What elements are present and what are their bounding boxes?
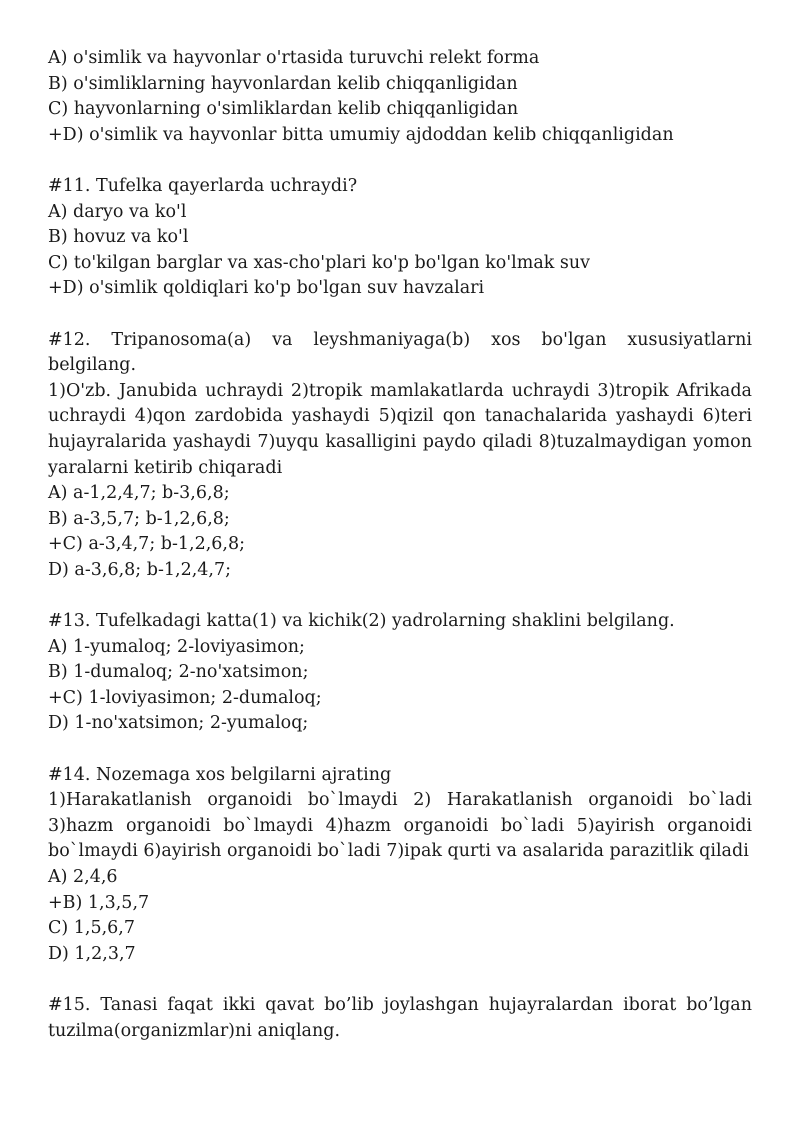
q11-option-b: B) hovuz va ko'l bbox=[48, 227, 189, 248]
q14-question: #14. Nozemaga xos belgilarni ajrating bbox=[48, 764, 392, 785]
q14-option-a: A) 2,4,6 bbox=[48, 867, 118, 887]
q13-option-d: D) 1-no'xatsimon; 2-yumaloq; bbox=[48, 713, 309, 734]
question-15 bbox=[48, 993, 752, 1044]
q12-option-b: B) a-3,5,7; b-1,2,6,8; bbox=[48, 508, 230, 529]
spacer bbox=[48, 302, 752, 328]
q11-option-a: A) daryo va ko'l bbox=[48, 201, 187, 222]
question-10-options bbox=[48, 46, 752, 148]
spacer bbox=[48, 148, 752, 174]
q10-option-a: A) o'simlik va hayvonlar o'rtasida turuvchi relekt forma bbox=[48, 48, 540, 68]
question-13 bbox=[48, 609, 752, 737]
q14-statements: 1)Harakatlanish organoidi bo`lmaydi 2) Harakatlanish organoidi bo`ladi 3)hazm organoidi bo`lmaydi 4)hazm organoidi bo`ladi 5)ayirish organoidi bo`lmaydi 6)ayirish organoidi bo`ladi 7)ipak qurti va asalarida parazitlik qiladi bbox=[48, 790, 752, 862]
spacer bbox=[48, 583, 752, 609]
q14-option-c: C) 1,5,6,7 bbox=[48, 918, 136, 939]
q11-option-c: C) to'kilgan barglar va xas-cho'plari ko'p bo'lgan ko'lmak suv bbox=[48, 252, 591, 273]
question-14 bbox=[48, 763, 752, 968]
q12-statements: 1)O'zb. Janubida uchraydi 2)tropik mamlakatlarda uchraydi 3)tropik Afrikada uchraydi 4)qon zardobida yashaydi 5)qizil qon tanachalarida yashaydi 6)teri hujayralarida yashaydi 7)uyqu kasalligini paydo qiladi 8)tuzalmaydigan yomon yaralarni ketirib chiqaradi bbox=[48, 380, 752, 478]
q13-question: #13. Tufelkadagi katta(1) va kichik(2) yadrolarning shaklini belgilang. bbox=[48, 611, 675, 632]
q12-option-a: A) a-1,2,4,7; b-3,6,8; bbox=[48, 483, 230, 504]
q10-option-b: B) o'simliklarning hayvonlardan kelib chiqqanligidan bbox=[48, 73, 518, 94]
question-12 bbox=[48, 328, 752, 584]
spacer bbox=[48, 967, 752, 993]
q15-question: #15. Tanasi faqat ikki qavat bo’lib joylashgan hujayralardan iborat bo’lgan tuzilma(organizmlar)ni aniqlang. bbox=[48, 994, 752, 1041]
q13-option-c: +C) 1-loviyasimon; 2-dumaloq; bbox=[48, 687, 322, 708]
q10-option-c: C) hayvonlarning o'simliklardan kelib chiqqanligidan bbox=[48, 99, 519, 120]
q14-option-b: +B) 1,3,5,7 bbox=[48, 892, 150, 913]
q12-option-c: +C) a-3,4,7; b-1,2,6,8; bbox=[48, 534, 246, 555]
q13-option-a: A) 1-yumaloq; 2-loviyasimon; bbox=[48, 636, 305, 657]
q12-option-d: D) a-3,6,8; b-1,2,4,7; bbox=[48, 559, 231, 580]
spacer bbox=[48, 737, 752, 763]
q11-option-d: +D) o'simlik qoldiqlari ko'p bo'lgan suv havzalari bbox=[48, 278, 485, 299]
q14-option-d: D) 1,2,3,7 bbox=[48, 943, 136, 964]
document-content bbox=[48, 46, 752, 1044]
q12-question: #12. Tripanosoma(a) va leyshmaniyaga(b) xos bo'lgan xususiyatlarni belgilang. bbox=[48, 329, 752, 376]
q10-option-d: +D) o'simlik va hayvonlar bitta umumiy ajdoddan kelib chiqqanligidan bbox=[48, 124, 674, 145]
q11-question: #11. Tufelka qayerlarda uchraydi? bbox=[48, 175, 358, 196]
q13-option-b: B) 1-dumaloq; 2-no'xatsimon; bbox=[48, 662, 309, 683]
question-11 bbox=[48, 174, 752, 302]
